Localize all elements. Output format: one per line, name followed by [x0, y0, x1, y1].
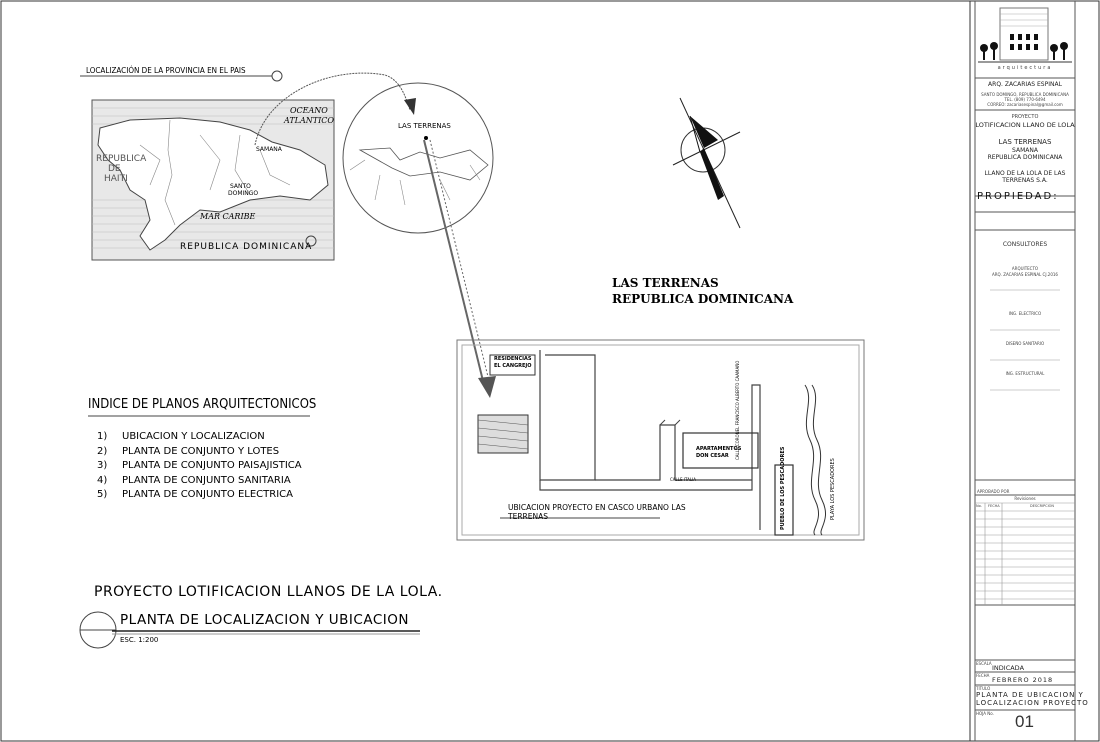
project-title: PROYECTO LOTIFICACION LLANOS DE LA LOLA.: [94, 584, 443, 600]
santo-domingo-label-1: SANTO: [230, 183, 251, 190]
scale-label: ESC. 1:200: [120, 636, 159, 644]
location-title-2: REPUBLICA DOMINICANA: [612, 292, 794, 306]
calle-vertical-label: CALLE CORONEL FRANCISCO ALBERTO CAAMAÑO: [735, 360, 740, 460]
place-2: SAMANA: [1012, 147, 1038, 154]
propiedad-label: PROPIEDAD:: [977, 191, 1059, 202]
fecha-label: FECHA: [976, 673, 990, 678]
consultant-2: ARQ. ZACARIAS ESPINAL CJ.2016: [992, 272, 1058, 277]
apartamentos-label-1: APARTAMENTOS: [696, 446, 742, 452]
ocean-label-2: ATLANTICO: [284, 116, 334, 125]
haiti-label-1: REPUBLICA: [96, 154, 147, 164]
santo-domingo-label-2: DOMINGO: [228, 190, 259, 197]
proyecto-name: LOTIFICACION LLANO DE LOLA: [975, 121, 1075, 129]
brand-label: arquitectura: [997, 65, 1053, 71]
place-1: LAS TERRENAS: [998, 138, 1052, 146]
site-caption-2: TERRENAS: [508, 512, 548, 521]
playa-label: PLAYA LOS PESCADORES: [830, 458, 836, 520]
consultant-5: ING. ESTRUCTURAL: [1005, 371, 1045, 376]
escala-value: INDICADA: [992, 664, 1025, 672]
sheet-number-label: HOJA No.: [976, 711, 994, 716]
ocean-label-1: OCEANO: [290, 106, 328, 115]
index-item: 1) UBICACION Y LOCALIZACION: [97, 431, 265, 442]
index-title: INDICE DE PLANOS ARQUITECTONICOS: [88, 397, 317, 412]
sheet-number: 01: [1015, 712, 1034, 731]
calle-italia-label: CALLE ITALIA: [670, 477, 696, 482]
index-item: 5) PLANTA DE CONJUNTO ELECTRICA: [97, 489, 293, 500]
owner-2: TERRENAS S.A.: [1002, 177, 1048, 184]
consultant-1: ARQUITECTO: [1011, 266, 1039, 271]
residencias-label-2: EL CANGREJO: [494, 363, 532, 369]
sea-label: MAR CARIBE: [200, 212, 256, 221]
pueblo-label: PUEBLO DE LOS PESCADORES: [780, 446, 786, 530]
rev-col-desc: DESCRIPCION: [1030, 504, 1054, 508]
proyecto-label: PROYECTO: [1011, 114, 1039, 120]
haiti-label-2: DE: [108, 164, 121, 174]
address-1: SANTO DOMINGO, REPUBLICA DOMINICANA: [981, 92, 1069, 97]
consultores-label: CONSULTORES: [1002, 241, 1048, 248]
aprobado-label: APROBADO POR: [977, 489, 1010, 494]
address-2: TEL. (809) 770-6494: [1004, 97, 1046, 102]
north-arrow-icon: [673, 98, 740, 228]
address-3: CORREO: zacariasespinal@gmail.com: [987, 102, 1063, 107]
revisiones-label: Revisiones: [1014, 496, 1036, 501]
architect-logo-icon: [978, 8, 1072, 62]
place-3: REPUBLICA DOMINICANA: [987, 154, 1063, 161]
site-caption-1: UBICACION PROYECTO EN CASCO URBANO LAS: [508, 503, 686, 512]
index-item: 2) PLANTA DE CONJUNTO Y LOTES: [97, 445, 280, 457]
titulo-value-2: LOCALIZACION PROYECTO: [976, 699, 1089, 707]
apartamentos-label-2: DON CESAR: [696, 453, 729, 459]
sheet-title: PLANTA DE LOCALIZACION Y UBICACION: [120, 612, 409, 628]
samana-label: SAMANA: [256, 146, 282, 153]
consultant-4: DISEÑO SANITARIO: [1005, 341, 1045, 346]
country-label: REPUBLICA DOMINICANA: [180, 242, 313, 252]
rev-col-no: No.: [976, 504, 982, 508]
titulo-label: TITULO: [976, 686, 991, 691]
index-item: 4) PLANTA DE CONJUNTO SANITARIA: [97, 474, 291, 486]
index-item: 3) PLANTA DE CONJUNTO PAISAJISTICA: [97, 460, 302, 471]
titulo-value-1: PLANTA DE UBICACION Y: [976, 691, 1084, 699]
escala-label: ESCALA: [976, 661, 992, 666]
country-map-title: LOCALIZACIÓN DE LA PROVINCIA EN EL PAIS: [86, 66, 246, 75]
residencias-label-1: RESIDENCIAS: [494, 356, 532, 362]
location-title-1: LAS TERRENAS: [612, 276, 719, 290]
index-list: [97, 430, 302, 503]
owner-1: LLANO DE LA LOLA DE LAS: [984, 170, 1066, 177]
fecha-value: FEBRERO 2018: [992, 676, 1054, 684]
consultant-3: ING. ELECTRICO: [1008, 311, 1042, 316]
rev-col-fecha: FECHA: [988, 504, 1000, 508]
haiti-label-3: HAITI: [104, 174, 128, 184]
circle-map-label: LAS TERRENAS: [398, 122, 451, 130]
architect-name: ARQ. ZACARIAS ESPINAL: [988, 81, 1062, 88]
